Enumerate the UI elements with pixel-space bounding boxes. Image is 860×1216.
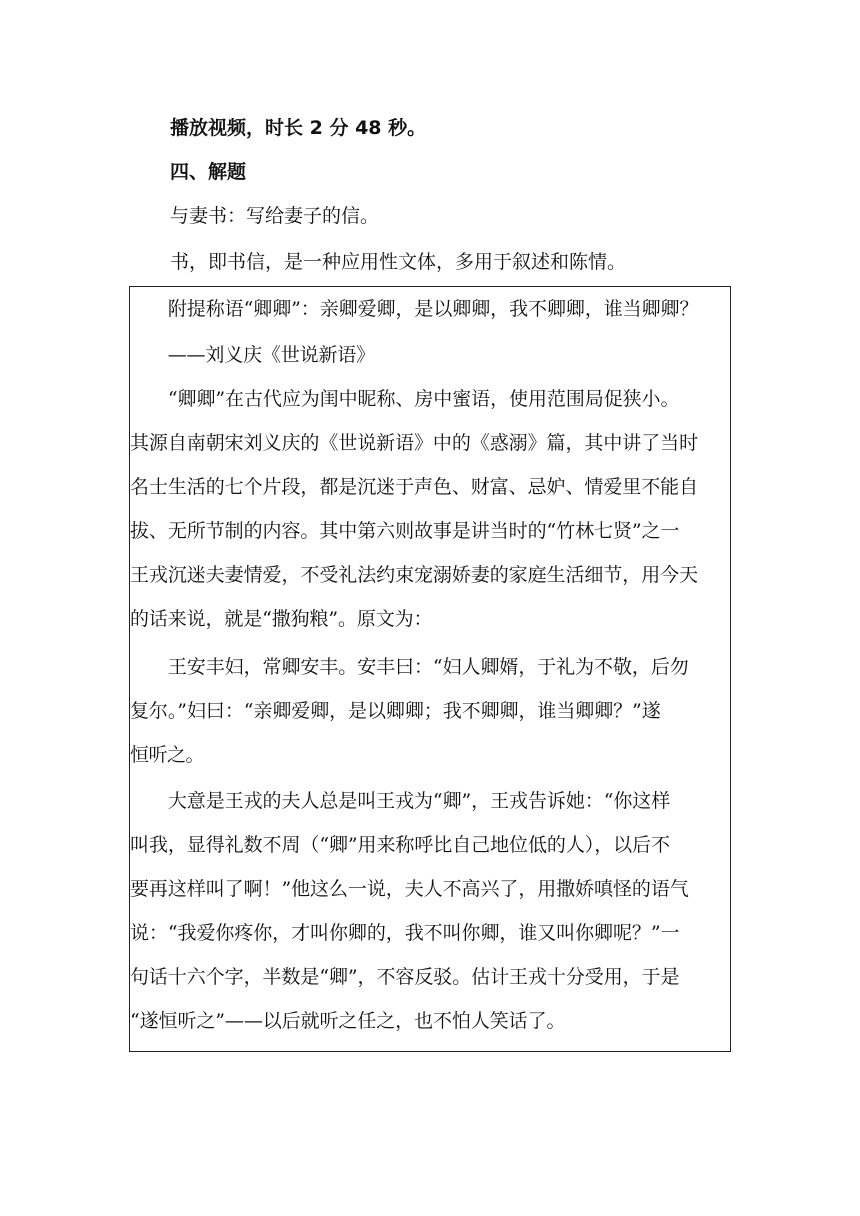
- box-line: “卿卿”在古代应为闺中昵称、房中蜜语，使用范围局促狭小。: [130, 388, 680, 410]
- annotation-box: [129, 286, 731, 1052]
- box-line: 恒听之。: [130, 744, 205, 766]
- title-explanation: 与妻书：写给妻子的信。: [170, 205, 380, 227]
- box-line: 的话来说，就是“撒狗粮”。原文为：: [130, 608, 433, 630]
- box-line: 拔、无所节制的内容。其中第六则故事是讲当时的“竹林七贤”之一: [130, 520, 680, 542]
- box-line: 叫我，显得礼数不周（“卿”用来称呼比自己地位低的人），以后不: [130, 834, 670, 856]
- box-line: 其源自南朝宋刘义庆的《世说新语》中的《惑溺》篇，其中讲了当时: [130, 432, 699, 454]
- box-line: 大意是王戎的夫人总是叫王戎为“卿”，王戎告诉她：“你这样: [130, 790, 671, 812]
- box-line: 名士生活的七个片段，都是沉迷于声色、财富、忌妒、情爱里不能自: [130, 476, 699, 498]
- box-line: 要再这样叫了啊！”他这么一说，夫人不高兴了，用撒娇嗔怪的语气: [130, 878, 689, 900]
- video-duration-line: 播放视频，时长 2 分 48 秒。: [170, 117, 427, 139]
- book-explanation: 书，即书信，是一种应用性文体，多用于叙述和陈情。: [170, 251, 627, 273]
- box-line: 附提称语“卿卿”：亲卿爱卿，是以卿卿，我不卿卿，谁当卿卿？: [130, 298, 699, 320]
- section-heading: 四、解题: [170, 161, 247, 183]
- box-line: 王安丰妇，常卿安丰。安丰曰：“妇人卿婿，于礼为不敬，后勿: [130, 656, 689, 678]
- box-line: ——刘义庆《世说新语》: [130, 344, 376, 366]
- box-line: “遂恒听之”——以后就听之任之，也不怕人笑话了。: [130, 1010, 566, 1032]
- box-line: 句话十六个字，半数是“卿”，不容反驳。估计王戎十分受用，于是: [130, 966, 680, 988]
- box-line: 说：“我爱你疼你，才叫你卿的，我不叫你卿，谁又叫你卿呢？”一: [130, 922, 680, 944]
- box-line: 复尔。”妇曰：“亲卿爱卿，是以卿卿；我不卿卿，谁当卿卿？”遂: [130, 700, 661, 722]
- box-line: 王戎沉迷夫妻情爱，不受礼法约束宠溺娇妻的家庭生活细节，用今天: [130, 564, 699, 586]
